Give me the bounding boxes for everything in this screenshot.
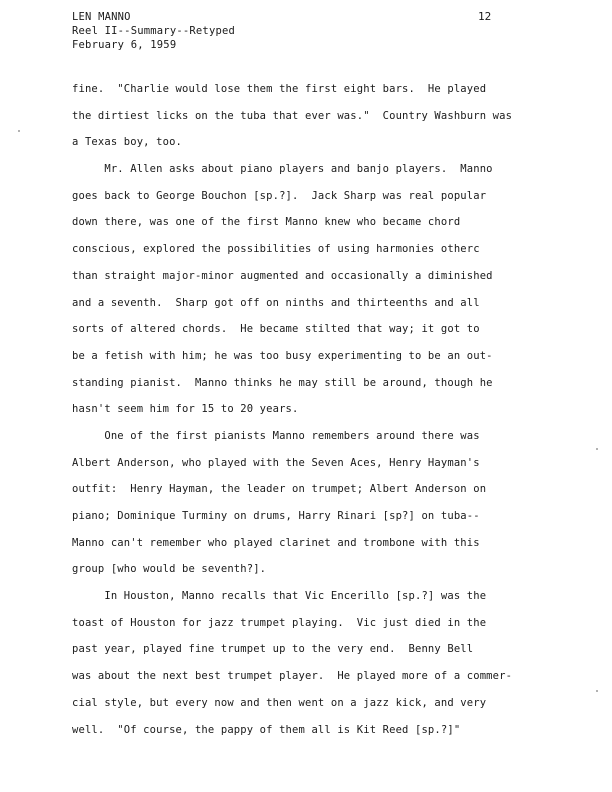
body-line: the dirtiest licks on the tuba that ever was." Country Washburn was [72, 109, 513, 122]
scan-speck [18, 130, 20, 132]
body-line: standing pianist. Manno thinks he may still be around, though he [72, 376, 493, 389]
body-line: sorts of altered chords. He became stilted that way; it got to [72, 323, 480, 336]
document-header [72, 10, 235, 52]
body-line: and a seventh. Sharp got off on ninths and thirteenths and all [72, 296, 480, 309]
body-line: One of the first pianists Manno remembers around there was [72, 429, 480, 442]
header-date: February 6, 1959 [72, 39, 177, 51]
body-line: toast of Houston for jazz trumpet playing. Vic just died in the [72, 616, 487, 629]
body-line: a Texas boy, too. [72, 136, 183, 149]
body-line: Mr. Allen asks about piano players and banjo players. Manno [72, 163, 493, 176]
body-line: Manno can't remember who played clarinet and trombone with this [72, 536, 480, 549]
body-line: fine. "Charlie would lose them the first eight bars. He played [72, 83, 487, 95]
body-line: down there, was one of the first Manno knew who became chord [72, 216, 461, 229]
body-line: past year, played fine trumpet up to the very end. Benny Bell [72, 643, 474, 656]
body-line: was about the next best trumpet player. He played more of a commer- [72, 670, 513, 683]
header-interviewee: LEN MANNO [72, 11, 131, 23]
scan-speck [596, 448, 598, 450]
body-line: hasn't seem him for 15 to 20 years. [72, 403, 299, 416]
transcript-body [72, 76, 542, 743]
body-line: group [who would be seventh?]. [72, 563, 267, 576]
body-line: Albert Anderson, who played with the Seven Aces, Henry Hayman's [72, 456, 480, 469]
body-line: cial style, but every now and then went on a jazz kick, and very [72, 696, 487, 709]
body-line: than straight major-minor augmented and occasionally a diminished [72, 269, 493, 282]
body-line: conscious, explored the possibilities of using harmonies otherc [72, 243, 480, 256]
body-line: goes back to George Bouchon [sp.?]. Jack Sharp was real popular [72, 189, 487, 202]
body-line: piano; Dominique Turminy on drums, Harry Rinari [sp?] on tuba-- [72, 510, 480, 522]
page-number: 12 [478, 10, 492, 23]
header-reel-info: Reel II--Summary--Retyped [72, 25, 236, 37]
scan-speck [596, 690, 598, 692]
body-line: be a fetish with him; he was too busy experimenting to be an out- [72, 349, 493, 362]
body-line: outfit: Henry Hayman, the leader on trumpet; Albert Anderson on [72, 483, 487, 496]
body-line: In Houston, Manno recalls that Vic Encerillo [sp.?] was the [72, 590, 487, 603]
body-line: well. "Of course, the pappy of them all is Kit Reed [sp.?]" [72, 723, 461, 736]
